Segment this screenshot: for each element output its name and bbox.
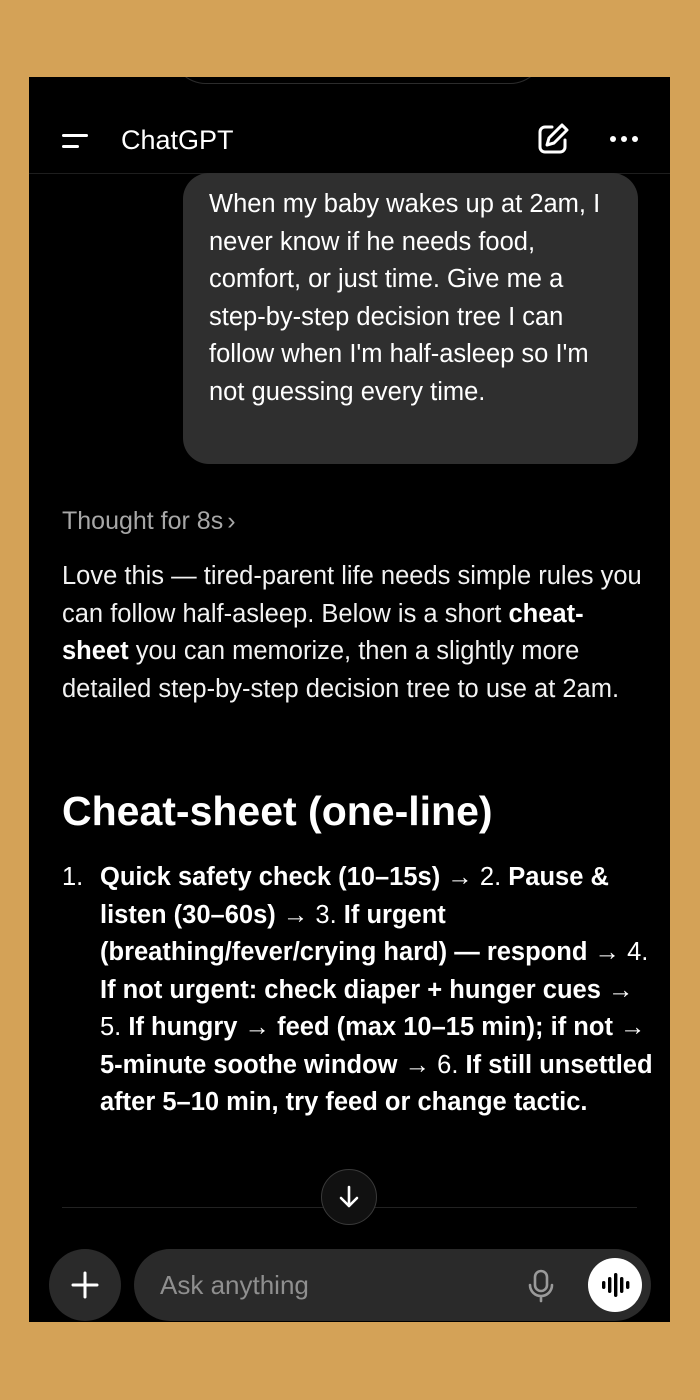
list-segment: → 2. xyxy=(440,863,509,891)
app-title: ChatGPT xyxy=(121,125,234,155)
plus-icon xyxy=(70,1270,100,1300)
more-icon[interactable] xyxy=(606,125,642,153)
list-segment: Pause & listen (30–60s) xyxy=(100,863,609,929)
intro-text-2: you can memorize, then a slightly more detailed step-by-step decision tree to use at 2am. xyxy=(62,637,620,703)
top-bar xyxy=(29,109,670,174)
list-segment: → 3. xyxy=(275,900,344,929)
list-number: 1. xyxy=(62,863,84,891)
list-segment: If urgent (breathing/fever/crying hard) — respond xyxy=(100,900,588,966)
arrow-down-icon xyxy=(337,1184,361,1210)
list-segment: → 6. xyxy=(397,1050,466,1079)
status-bar-arc xyxy=(171,77,545,84)
voice-mode-button[interactable] xyxy=(588,1258,642,1312)
list-segment: → 5. xyxy=(100,975,634,1041)
cheat-sheet-heading: Cheat-sheet (one-line) xyxy=(62,788,493,834)
menu-icon[interactable] xyxy=(59,127,91,155)
edit-icon[interactable] xyxy=(535,121,571,157)
list-item xyxy=(100,859,660,1122)
composer xyxy=(134,1249,651,1321)
assistant-intro xyxy=(62,558,642,708)
intro-bold-text: cheat-sheet xyxy=(62,599,584,665)
list-segment: → 4. xyxy=(587,938,649,966)
waveform-icon xyxy=(600,1272,630,1298)
thought-label: Thought for 8s xyxy=(62,507,224,535)
user-message-bubble: When my baby wakes up at 2am, I never know if he needs food, comfort, or just time. Give me a step-by-step decision tree I can follow when I'm half-asleep so I'm not guessing every time. xyxy=(183,173,638,464)
thought-toggle[interactable] xyxy=(62,504,236,538)
intro-text-1: Love this — tired-parent life needs simple rules you can follow half-asleep. Below is a short xyxy=(62,562,642,628)
list-segment: If hungry → feed (max 10–15 min); if not → 5-minute soothe window xyxy=(100,1013,646,1079)
ask-input[interactable] xyxy=(160,1265,500,1305)
add-attachment-button[interactable] xyxy=(49,1249,121,1321)
list-segment: If still unsettled after 5–10 min, try feed or change tactic. xyxy=(100,1050,653,1116)
microphone-icon[interactable] xyxy=(524,1268,558,1304)
list-segment: If not urgent: check diaper + hunger cues xyxy=(100,975,601,1004)
chevron-right-icon: › xyxy=(227,507,236,535)
list-segment: Quick safety check (10–15s) xyxy=(100,863,441,891)
phone-screen xyxy=(29,77,670,1322)
scroll-down-button[interactable] xyxy=(321,1169,377,1225)
